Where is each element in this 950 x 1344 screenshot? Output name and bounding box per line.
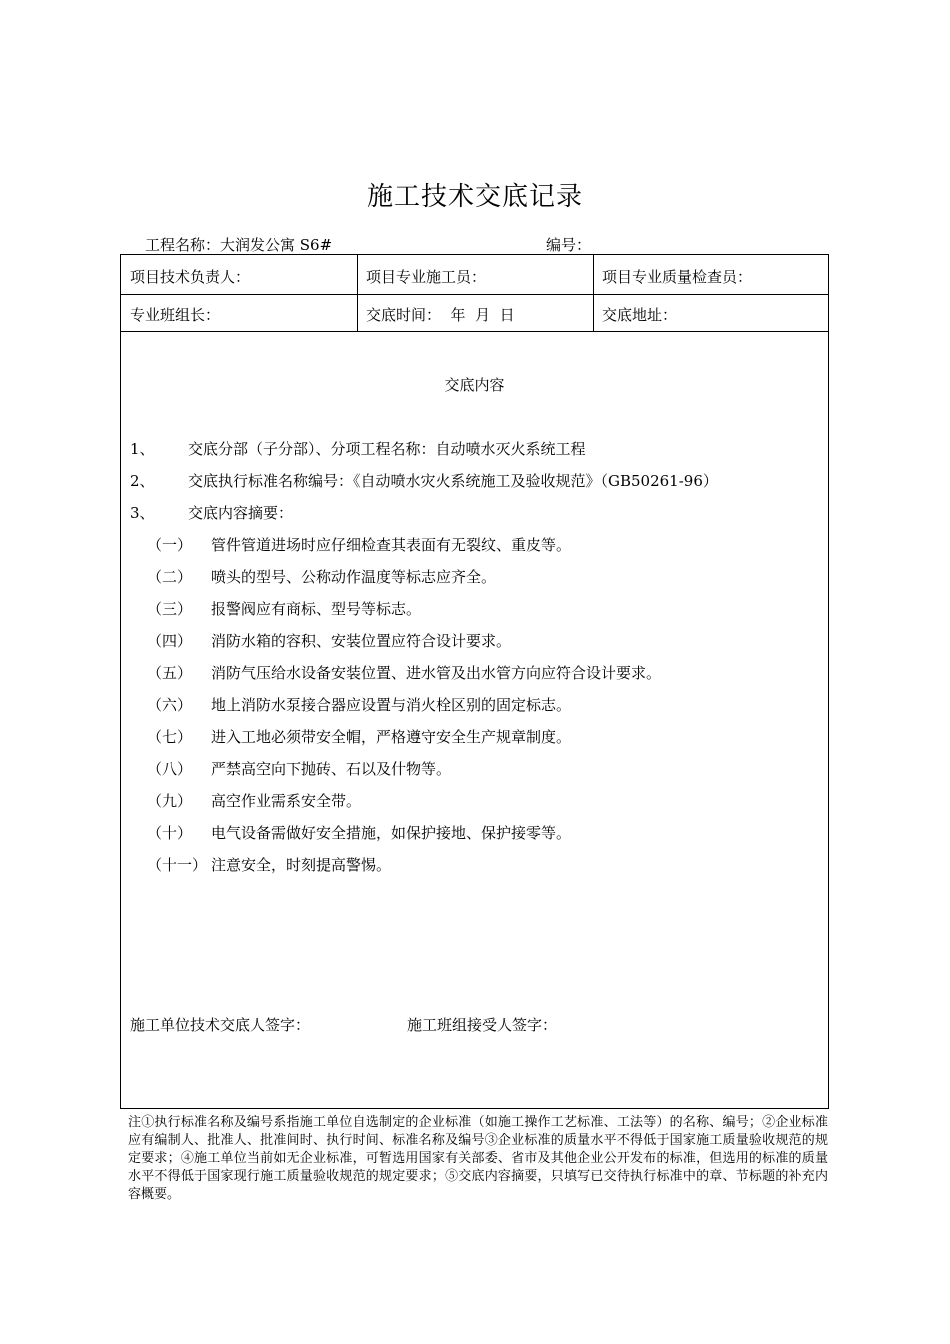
item-text: 严禁高空向下抛砖、石以及什物等。 — [211, 760, 452, 778]
summary-item — [147, 758, 451, 779]
item-text: 管件管道进场时应仔细检查其表面有无裂纹、重皮等。 — [211, 536, 572, 554]
summary-item — [147, 566, 496, 587]
item-number: （一） — [147, 536, 193, 554]
numbered-line — [130, 470, 718, 491]
item-number: （二） — [147, 568, 193, 586]
project-name-label: 工程名称：大润发公寓 S6# — [145, 236, 333, 254]
item-text: 电气设备需做好安全措施，如保护接地、保护接零等。 — [211, 824, 572, 842]
line-number: 1、 — [130, 440, 155, 458]
summary-item — [147, 630, 511, 651]
summary-item — [147, 662, 661, 683]
row-divider — [121, 294, 828, 295]
numbered-line — [130, 502, 293, 523]
numbered-line — [130, 438, 586, 459]
item-text: 地上消防水泵接合器应设置与消火栓区别的固定标志。 — [211, 696, 572, 714]
disclosure-address-field[interactable]: 交底地址： — [602, 306, 678, 324]
item-text: 喷头的型号、公称动作温度等标志应齐全。 — [211, 568, 497, 586]
item-number: （五） — [147, 664, 193, 682]
tech-lead-field[interactable]: 项目技术负责人： — [130, 268, 251, 286]
summary-item — [147, 822, 571, 843]
summary-item — [147, 694, 571, 715]
summary-item — [147, 534, 571, 555]
summary-item — [147, 598, 421, 619]
row-divider — [121, 331, 828, 332]
item-number: （九） — [147, 792, 193, 810]
item-number: （六） — [147, 696, 193, 714]
section-title: 交底内容 — [444, 376, 505, 394]
item-text: 进入工地必须带安全帽，严格遵守安全生产规章制度。 — [211, 728, 572, 746]
summary-item — [147, 726, 571, 747]
item-number: （三） — [147, 600, 193, 618]
team-leader-field[interactable]: 专业班组长： — [130, 306, 221, 324]
item-text: 注意安全，时刻提高警惕。 — [211, 856, 392, 874]
item-text: 消防气压给水设备安装位置、进水管及出水管方向应符合设计要求。 — [211, 664, 662, 682]
column-divider — [357, 255, 358, 331]
line-number: 2、 — [130, 472, 155, 490]
team-receiver-signature[interactable]: 施工班组接受人签字： — [407, 1016, 558, 1034]
line-text: 交底分部（子分部）、分项工程名称：自动喷水灭火系统工程 — [188, 440, 586, 458]
summary-item — [147, 854, 391, 875]
column-divider — [593, 255, 594, 331]
line-text: 交底内容摘要： — [188, 504, 294, 522]
page-title: 施工技术交底记录 — [366, 182, 583, 212]
disclosure-time-field[interactable]: 交底时间： 年 月 日 — [366, 306, 515, 324]
item-number: （七） — [147, 728, 193, 746]
line-number: 3、 — [130, 504, 155, 522]
item-number: （十） — [147, 824, 193, 842]
disclosure-form-table — [120, 254, 829, 1109]
item-text: 消防水箱的容积、安装位置应符合设计要求。 — [211, 632, 512, 650]
site-constructor-field[interactable]: 项目专业施工员： — [366, 268, 487, 286]
item-number: （四） — [147, 632, 193, 650]
footnote: 注①执行标准名称及编号系指施工单位自选制定的企业标准（如施工操作工艺标准、工法等）的名称、编号；②企业标准应有编制人、批准人、批准间时、执行时间、标准名称及编号③企业标准的质量水平不得低于国家施工质量验收规范的规定要求；④施工单位当前如无企业标准，可暂选用国家有关部委、省市及其他企业公开发布的标准，但选用的标准的质量水平不得低于国家现行施工质量验收规范的规定要求；⑤交底内容摘要，只填写已交待执行标准中的章、节标题的补充内容概要。 — [128, 1115, 828, 1202]
line-text: 交底执行标准名称编号：《自动喷水灾火系统施工及验收规范》（GB50261-96） — [188, 472, 718, 490]
item-text: 高空作业需系安全带。 — [211, 792, 362, 810]
quality-inspector-field[interactable]: 项目专业质量检查员： — [602, 268, 753, 286]
tech-discloser-signature[interactable]: 施工单位技术交底人签字： — [130, 1016, 311, 1034]
record-number-label: 编号： — [546, 236, 592, 254]
item-text: 报警阀应有商标、型号等标志。 — [211, 600, 422, 618]
item-number: （八） — [147, 760, 193, 778]
item-number: （十一） — [147, 856, 208, 874]
summary-item — [147, 790, 361, 811]
